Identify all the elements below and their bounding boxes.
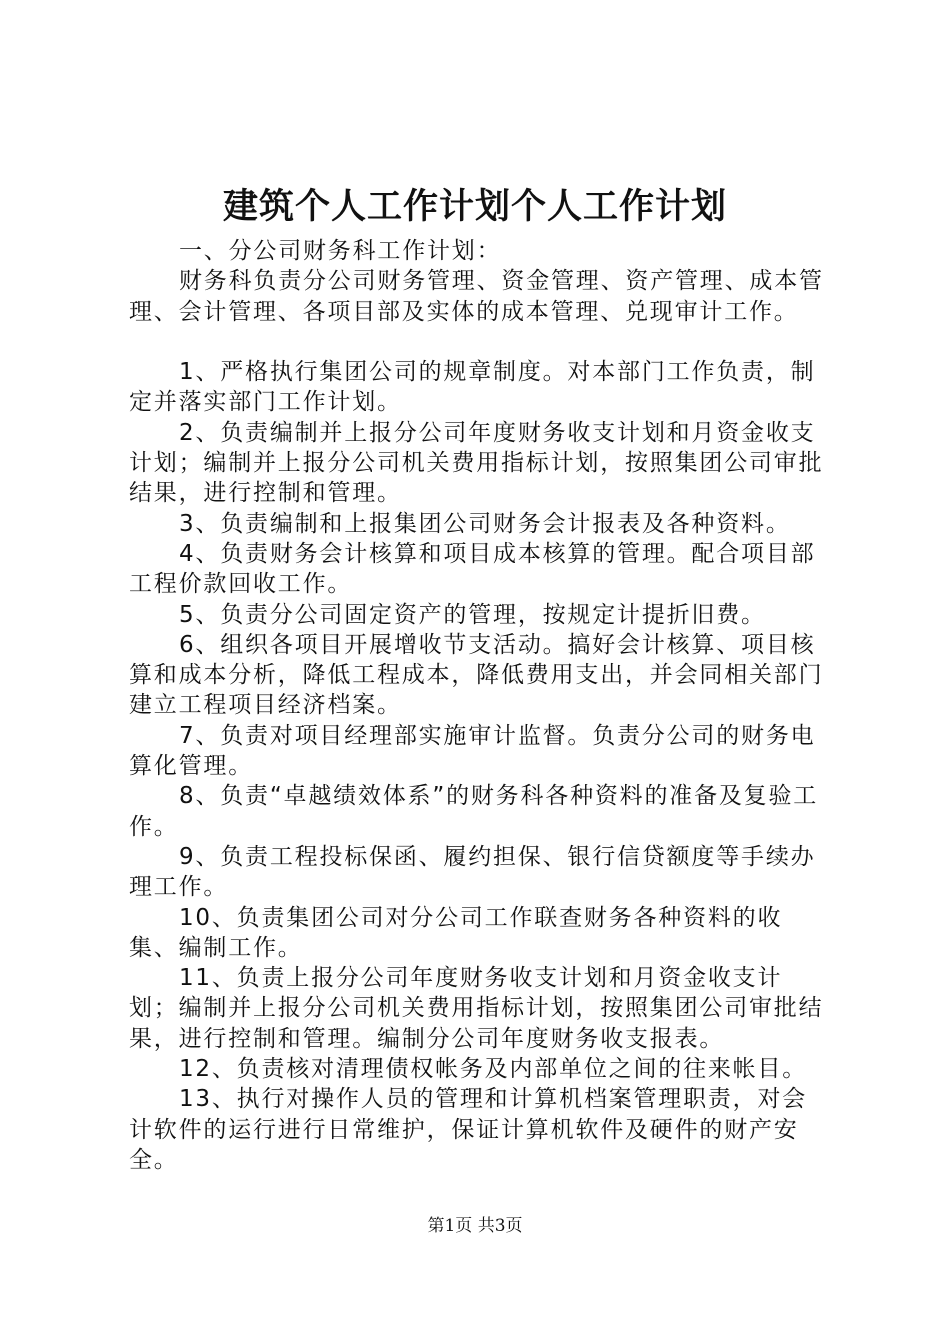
list-item-3: 3、负责编制和上报集团公司财务会计报表及各种资料。 xyxy=(179,510,791,537)
list-item-2: 2、负责编制并上报分公司年度财务收支计划和月资金收支计划；编制并上报分公司机关费用指标计划，按照集团公司审批结果，进行控制和管理。 xyxy=(129,419,824,507)
list-item-9: 9、负责工程投标保函、履约担保、银行信贷额度等手续办理工作。 xyxy=(129,843,816,901)
list-item-1: 1、严格执行集团公司的规章制度。对本部门工作负责，制定并落实部门工作计划。 xyxy=(129,359,816,416)
list-item-10: 10、负责集团公司对分公司工作联查财务各种资料的收集、编制工作。 xyxy=(129,904,783,961)
list-item-11: 11、负责上报分公司年度财务收支计划和月资金收支计划；编制并上报分公司机关费用指标计划，按照集团公司审批结果，进行控制和管理。编制分公司年度财务收支报表。 xyxy=(129,965,824,1052)
blank-line xyxy=(129,327,831,357)
page-number-footer: 第1页 共3页 xyxy=(427,1216,523,1236)
list-item-6: 6、组织各项目开展增收节支活动。搞好会计核算、项目核算和成本分析，降低工程成本，降低费用支出，并会同相关部门建立工程项目经济档案。 xyxy=(129,631,824,719)
list-item-5: 5、负责分公司固定资产的管理，按规定计提折旧费。 xyxy=(179,601,766,628)
document-body xyxy=(129,236,831,1175)
section-heading: 一、分公司财务科工作计划： xyxy=(179,238,502,264)
paragraph-intro: 财务科负责分公司财务管理、资金管理、资产管理、成本管理、会计管理、各项目部及实体的成本管理、兑现审计工作。 xyxy=(129,268,824,325)
list-item-7: 7、负责对项目经理部实施审计监督。负责分公司的财务电算化管理。 xyxy=(129,722,816,780)
list-item-8: 8、负责“卓越绩效体系”的财务科各种资料的准备及复验工作。 xyxy=(129,783,819,840)
document-title: 建筑个人工作计划个人工作计划 xyxy=(222,186,727,227)
list-item-4: 4、负责财务会计核算和项目成本核算的管理。配合项目部工程价款回收工作。 xyxy=(129,540,816,598)
list-item-12: 12、负责核对清理债权帐务及内部单位之间的往来帐目。 xyxy=(179,1056,808,1083)
list-item-13: 13、执行对操作人员的管理和计算机档案管理职责，对会计软件的运行进行日常维护，保证计算机软件及硬件的财产安全。 xyxy=(129,1086,808,1173)
